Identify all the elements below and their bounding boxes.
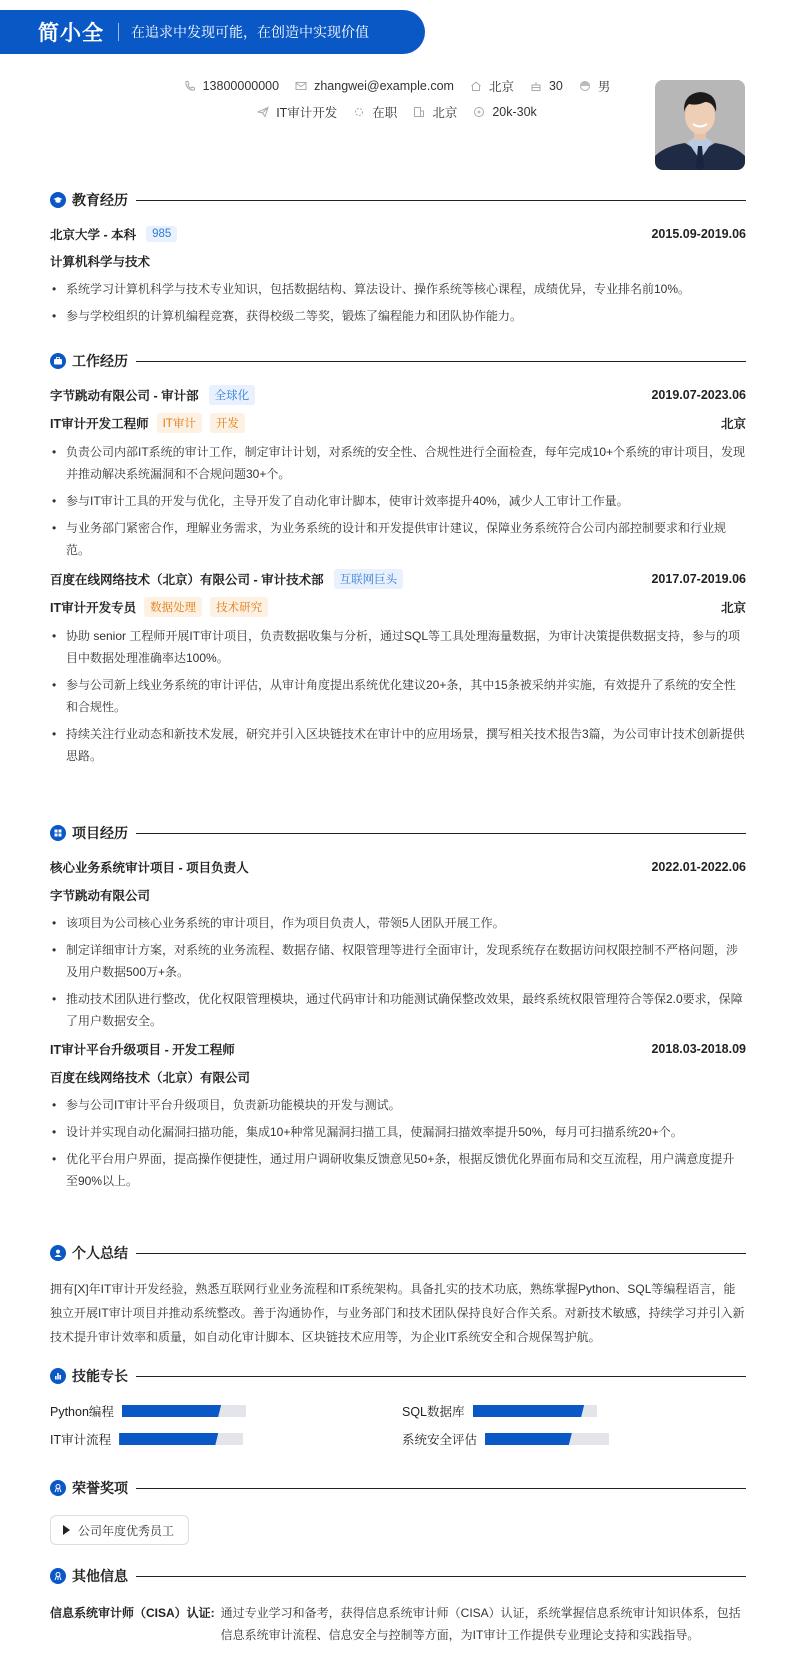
section-skills-header bbox=[50, 1366, 746, 1386]
section-divider bbox=[136, 1488, 746, 1489]
education-bullets bbox=[50, 278, 746, 327]
project-entry-2 bbox=[50, 1038, 746, 1197]
gender: 男 bbox=[579, 77, 611, 95]
city: 北京 bbox=[470, 77, 514, 95]
role-tag: 开发 bbox=[210, 413, 245, 433]
education-entry bbox=[50, 223, 746, 332]
school-tag: 985 bbox=[146, 226, 177, 242]
list-item: • 推动技术团队进行整改，优化权限管理模块，通过代码审计和功能测试确保整改效果，最终系统权限管理符合等保2.0要求，保障了用户数据安全。 bbox=[50, 988, 746, 1032]
list-item: • 负责公司内部IT系统的审计工作，制定审计计划，对系统的安全性、合规性进行全面检查，每年完成10+个系统的审计项目，发现并推动解决系统漏洞和不合规问题30+个。 bbox=[50, 441, 746, 485]
project-date: 2022.01-2022.06 bbox=[651, 860, 746, 874]
section-divider bbox=[136, 1376, 746, 1377]
salary-icon bbox=[473, 106, 485, 118]
school-title: 北京大学 - 本科 985 bbox=[50, 225, 177, 243]
list-item: • 制定详细审计方案，对系统的业务流程、数据存储、权限管理等进行全面审计，发现系统存在数据访问权限控制不严格问题，涉及用户数据500万+条。 bbox=[50, 939, 746, 983]
other-label: 信息系统审计师（CISA）认证: bbox=[50, 1606, 215, 1620]
list-item: • 与业务部门紧密合作，理解业务需求，为业务系统的设计和开发提供审计建议，保障业务系统符合公司内部控制要求和行业规范。 bbox=[50, 517, 746, 561]
summary-block bbox=[50, 1277, 746, 1349]
graduation-cap-icon bbox=[50, 192, 66, 208]
award-icon bbox=[50, 1480, 66, 1496]
work-entry-2 bbox=[50, 568, 746, 772]
project-bullets bbox=[50, 912, 746, 1032]
person-portrait-icon bbox=[655, 80, 745, 170]
section-title: 项目经历 bbox=[72, 825, 128, 841]
list-item: • 参与公司IT审计平台升级项目，负责新功能模块的开发与测试。 bbox=[50, 1094, 746, 1116]
skill-item: SQL数据库 bbox=[402, 1404, 746, 1418]
project-title: IT审计平台升级项目 - 开发工程师 bbox=[50, 1043, 235, 1057]
header-banner bbox=[0, 10, 425, 54]
divider bbox=[118, 23, 119, 41]
role-name: IT审计开发专员 bbox=[50, 601, 137, 615]
user-icon bbox=[50, 1245, 66, 1261]
building-icon bbox=[413, 106, 425, 118]
skill-item: IT审计流程 bbox=[50, 1432, 402, 1446]
section-title: 技能专长 bbox=[72, 1368, 128, 1384]
section-title: 其他信息 bbox=[72, 1568, 128, 1584]
candidate-name: 简小全 bbox=[38, 22, 104, 45]
section-title: 个人总结 bbox=[72, 1245, 128, 1261]
summary-text: 拥有[X]年IT审计开发经验，熟悉互联网行业业务流程和IT系统架构。具备扎实的技术功底，熟练掌握Python、SQL等编程语言，能独立开展IT审计项目并推动系统整改。善于沟通协作，与业务部门和技术团队保持良好合作关系。对新技术敏感，持续学习并引入新技术提升审计效率和质量，如自动化审计脚本、区块链技术应用等，为企业IT系统安全和合规保驾护航。 bbox=[50, 1282, 745, 1344]
motto: 在追求中发现可能，在创造中实现价值 bbox=[131, 24, 369, 40]
list-item: • 参与IT审计工具的开发与优化，主导开发了自动化审计脚本，使审计效率提升40%，减少人工审计工作量。 bbox=[50, 490, 746, 512]
age-icon bbox=[530, 80, 542, 92]
list-item: • 持续关注行业动态和新技术发展，研究并引入区块链技术在审计中的应用场景，撰写相关技术报告3篇，为公司审计技术创新提供思路。 bbox=[50, 723, 746, 767]
section-divider bbox=[136, 833, 746, 834]
work-bullets bbox=[50, 441, 746, 561]
status-icon bbox=[353, 106, 365, 118]
age: 30 bbox=[530, 79, 563, 93]
section-work-header bbox=[50, 351, 746, 371]
role-tag: IT审计 bbox=[157, 413, 202, 433]
skill-bar-fill bbox=[473, 1405, 585, 1417]
list-item: • 参与学校组织的计算机编程竞赛，获得校级二等奖，锻炼了编程能力和团队协作能力。 bbox=[50, 305, 746, 327]
section-projects-header bbox=[50, 823, 746, 843]
skill-bar-fill bbox=[119, 1433, 218, 1445]
skill-bar bbox=[119, 1433, 243, 1445]
section-title: 工作经历 bbox=[72, 353, 128, 369]
company-tag: 全球化 bbox=[209, 385, 256, 405]
section-title: 教育经历 bbox=[72, 192, 128, 208]
skill-item: 系统安全评估 bbox=[402, 1432, 746, 1446]
list-item: • 设计并实现自动化漏洞扫描功能，集成10+种常见漏洞扫描工具，使漏洞扫描效率提升50%，每月可扫描系统20+个。 bbox=[50, 1121, 746, 1143]
section-divider bbox=[136, 1576, 746, 1577]
triangle-right-icon bbox=[63, 1525, 70, 1535]
mail-icon bbox=[295, 80, 307, 92]
list-item: • 系统学习计算机科学与技术专业知识，包括数据结构、算法设计、操作系统等核心课程，成绩优异，专业排名前10%。 bbox=[50, 278, 746, 300]
role-tag: 数据处理 bbox=[144, 597, 202, 617]
award-item: 公司年度优秀员工 bbox=[50, 1515, 189, 1545]
target-city: 北京 bbox=[413, 103, 457, 121]
project-title: 核心业务系统审计项目 - 项目负责人 bbox=[50, 861, 249, 875]
skill-bar bbox=[485, 1433, 609, 1445]
other-text: 通过专业学习和备考，获得信息系统审计师（CISA）认证，系统掌握信息系统审计知识体系，包括信息系统审计流程、信息安全与控制等方面，为IT审计工作提供专业理论支持和实践指导。 bbox=[220, 1606, 741, 1642]
skill-bar-fill bbox=[485, 1433, 572, 1445]
role-tag: 技术研究 bbox=[210, 597, 268, 617]
skill-item: Python编程 bbox=[50, 1404, 402, 1418]
skill-bar-fill bbox=[122, 1405, 221, 1417]
section-divider bbox=[136, 200, 746, 201]
other-info bbox=[50, 1602, 746, 1646]
work-location: 北京 bbox=[720, 417, 746, 431]
project-date: 2018.03-2018.09 bbox=[651, 1042, 746, 1056]
phone: 13800000000 bbox=[184, 79, 279, 93]
project-company: 百度在线网络技术（北京）有限公司 bbox=[50, 1071, 251, 1085]
project-entry-1 bbox=[50, 856, 746, 1037]
send-icon bbox=[257, 106, 269, 118]
work-date: 2019.07-2023.06 bbox=[651, 388, 746, 402]
education-date: 2015.09-2019.06 bbox=[651, 227, 746, 241]
skill-bar bbox=[473, 1405, 597, 1417]
work-bullets bbox=[50, 625, 746, 767]
section-awards-header bbox=[50, 1478, 746, 1498]
company-tag: 互联网巨头 bbox=[334, 569, 404, 589]
role-name: IT审计开发工程师 bbox=[50, 417, 149, 431]
award-icon bbox=[50, 1568, 66, 1584]
bar-chart-icon bbox=[50, 1368, 66, 1384]
section-divider bbox=[136, 1253, 746, 1254]
section-title: 荣誉奖项 bbox=[72, 1480, 128, 1496]
job-status: 在职 bbox=[353, 103, 397, 121]
expected-salary: 20k-30k bbox=[473, 105, 536, 119]
section-divider bbox=[136, 361, 746, 362]
skill-bar bbox=[122, 1405, 246, 1417]
briefcase-icon bbox=[50, 353, 66, 369]
grid-icon bbox=[50, 825, 66, 841]
awards-list bbox=[50, 1515, 746, 1545]
work-entry-1 bbox=[50, 384, 746, 566]
section-summary-header bbox=[50, 1243, 746, 1263]
other-item bbox=[50, 1602, 746, 1646]
company-name: 字节跳动有限公司 - 审计部 bbox=[50, 389, 199, 403]
list-item: • 优化平台用户界面，提高操作便捷性，通过用户调研收集反馈意见50+条，根据反馈优化界面布局和交互流程，用户满意度提升至90%以上。 bbox=[50, 1148, 746, 1192]
section-education-header bbox=[50, 190, 746, 210]
target-position: IT审计开发 bbox=[257, 103, 337, 121]
avatar-photo bbox=[655, 80, 745, 170]
gender-icon bbox=[579, 80, 591, 92]
list-item: • 协助 senior 工程师开展IT审计项目，负责数据收集与分析，通过SQL等工具处理海量数据，为审计决策提供数据支持，参与的项目中数据处理准确率达100%。 bbox=[50, 625, 746, 669]
project-company: 字节跳动有限公司 bbox=[50, 889, 151, 903]
list-item: • 该项目为公司核心业务系统的审计项目，作为项目负责人，带领5人团队开展工作。 bbox=[50, 912, 746, 934]
project-bullets bbox=[50, 1094, 746, 1192]
skills-grid bbox=[50, 1404, 746, 1446]
work-date: 2017.07-2019.06 bbox=[651, 572, 746, 586]
major: 计算机科学与技术 bbox=[50, 255, 151, 269]
phone-icon bbox=[184, 80, 196, 92]
list-item: • 参与公司新上线业务系统的审计评估，从审计角度提出系统优化建议20+条，其中15条被采纳并实施，有效提升了系统的安全性和合规性。 bbox=[50, 674, 746, 718]
work-location: 北京 bbox=[720, 601, 746, 615]
email: zhangwei@example.com bbox=[295, 79, 454, 93]
section-other-header bbox=[50, 1566, 746, 1586]
company-name: 百度在线网络技术（北京）有限公司 - 审计技术部 bbox=[50, 573, 324, 587]
home-icon bbox=[470, 80, 482, 92]
